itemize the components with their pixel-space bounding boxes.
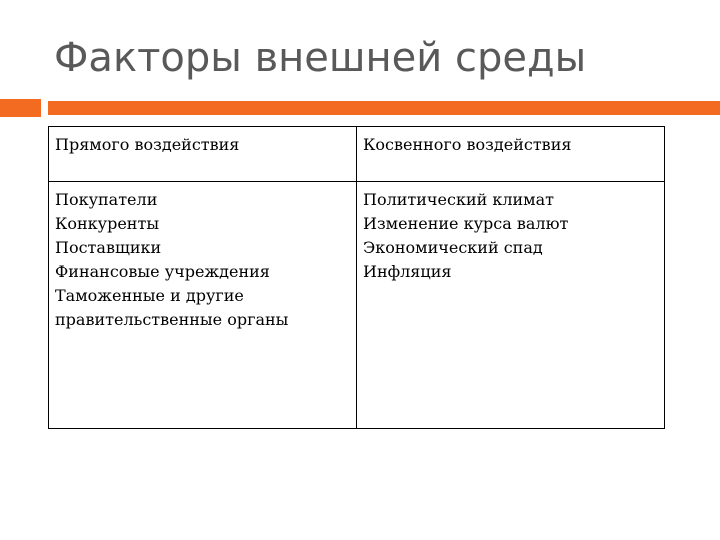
header-indirect-label: Косвенного воздействия (363, 135, 572, 154)
indirect-factor-item: Политический климат (363, 190, 555, 209)
header-direct-label: Прямого воздействия (55, 135, 240, 154)
table-row (49, 182, 665, 429)
factors-table (48, 126, 665, 429)
indirect-factor-item: Инфляция (363, 262, 452, 281)
header-direct (49, 127, 357, 182)
direct-factor-item: Конкуренты (55, 214, 160, 233)
direct-factors-cell (49, 182, 357, 429)
direct-factor-item: Таможенные и другие (55, 286, 244, 305)
table-header-row (49, 127, 665, 182)
direct-factor-item: Покупатели (55, 190, 158, 209)
indirect-factor-item: Экономический спад (363, 238, 543, 257)
direct-factor-item: правительственные органы (55, 310, 289, 329)
direct-factor-item: Финансовые учреждения (55, 262, 270, 281)
direct-factor-item: Поставщики (55, 238, 162, 257)
header-indirect (357, 127, 665, 182)
accent-square (0, 99, 41, 117)
indirect-factors-cell (357, 182, 665, 429)
accent-line (48, 101, 720, 115)
indirect-factor-item: Изменение курса валют (363, 214, 569, 233)
slide-title: Факторы внешней среды (54, 35, 587, 81)
